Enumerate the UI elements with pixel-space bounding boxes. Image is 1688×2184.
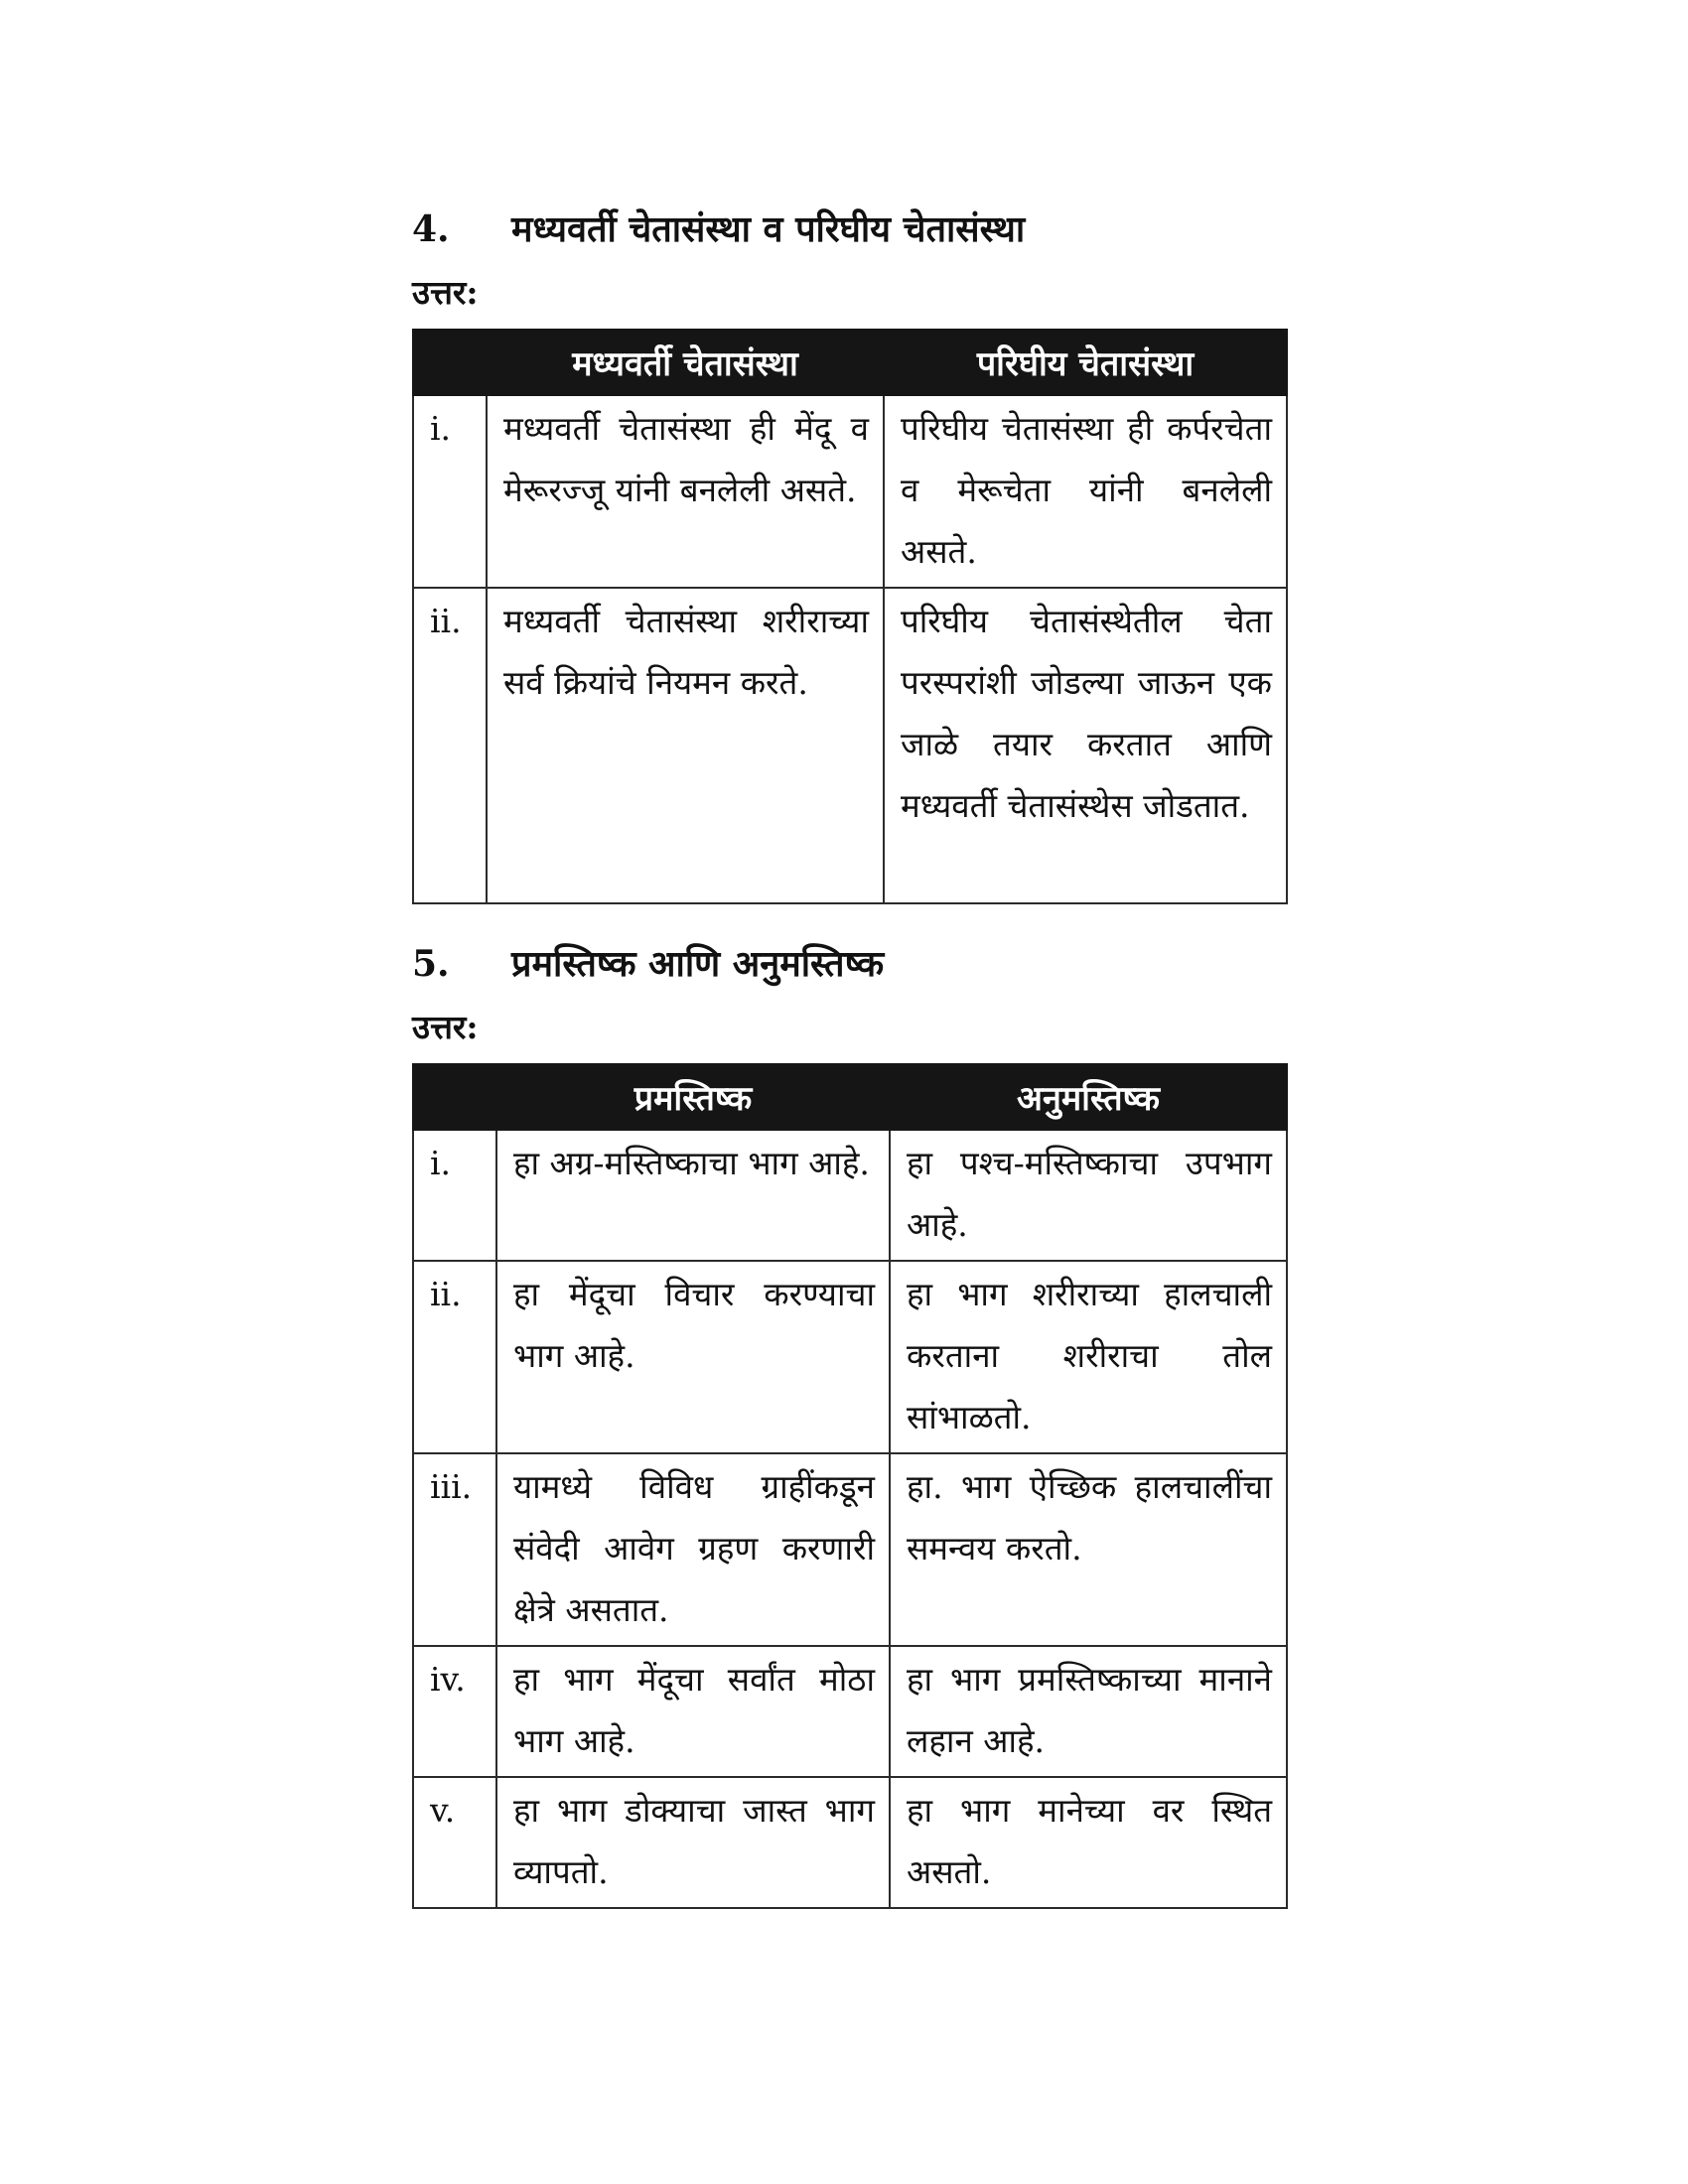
table-row — [413, 588, 1287, 903]
question-4-section — [412, 204, 1286, 904]
question-5-number: 5. — [412, 943, 450, 985]
table-header-cerebrum: प्रमस्तिष्क — [496, 1064, 890, 1130]
cerebrum-cell: हा भाग मेंदूचा सर्वांत मोठा भाग आहे. — [496, 1646, 890, 1777]
cerebrum-cell: हा भाग डोक्याचा जास्त भाग व्यापतो. — [496, 1777, 890, 1908]
question-4-title: मध्यवर्ती चेतासंस्था व परिघीय चेतासंस्था — [511, 208, 1026, 250]
answer-label: उत्तर: — [412, 1008, 479, 1046]
cerebrum-cell: यामध्ये विविध ग्राहींकडून संवेदी आवेग ग्रहण करणारी क्षेत्रे असतात. — [496, 1453, 890, 1646]
table-header-central: मध्यवर्ती चेतासंस्था — [487, 330, 884, 395]
row-index: i. — [413, 1130, 496, 1261]
answer-label: उत्तर: — [412, 273, 479, 312]
cerebrum-cell: हा मेंदूचा विचार करण्याचा भाग आहे. — [496, 1261, 890, 1453]
question-5-heading — [412, 938, 1286, 998]
row-index: i. — [413, 395, 487, 588]
peripheral-cell: परिघीय चेतासंस्था ही कर्परचेता व मेरूचेता यांनी बनलेली असते. — [884, 395, 1287, 588]
row-index: ii. — [413, 1261, 496, 1453]
row-index: ii. — [413, 588, 487, 903]
table-row — [413, 1777, 1287, 1908]
central-cell: मध्यवर्ती चेतासंस्था शरीराच्या सर्व क्रियांचे नियमन करते. — [487, 588, 884, 903]
table-row — [413, 1646, 1287, 1777]
table-header-peripheral: परिघीय चेतासंस्था — [884, 330, 1287, 395]
cerebellum-cell: हा भाग प्रमस्तिष्काच्या मानाने लहान आहे. — [890, 1646, 1287, 1777]
question-4-heading — [412, 204, 1286, 263]
table-row — [413, 1130, 1287, 1261]
row-index: iii. — [413, 1453, 496, 1646]
table-header-row — [413, 330, 1287, 395]
cerebrum-cell: हा अग्र-मस्तिष्काचा भाग आहे. — [496, 1130, 890, 1261]
table-header-blank — [413, 1064, 496, 1130]
cerebellum-cell: हा. भाग ऐच्छिक हालचालींचा समन्वय करतो. — [890, 1453, 1287, 1646]
table-header-cerebellum: अनुमस्तिष्क — [890, 1064, 1287, 1130]
central-cell: मध्यवर्ती चेतासंस्था ही मेंदू व मेरूरज्जू यांनी बनलेली असते. — [487, 395, 884, 588]
row-index: iv. — [413, 1646, 496, 1777]
question-5-section — [412, 938, 1286, 1909]
cerebellum-cell: हा पश्च-मस्तिष्काचा उपभाग आहे. — [890, 1130, 1287, 1261]
cerebellum-cell: हा भाग मानेच्या वर स्थित असतो. — [890, 1777, 1287, 1908]
question-5-title: प्रमस्तिष्क आणि अनुमस्तिष्क — [511, 943, 885, 985]
row-index: v. — [413, 1777, 496, 1908]
table-header-blank — [413, 330, 487, 395]
comparison-table-nervous-system — [412, 329, 1288, 904]
comparison-table-cerebrum-cerebellum — [412, 1063, 1288, 1909]
question-4-number: 4. — [412, 208, 450, 250]
cerebellum-cell: हा भाग शरीराच्या हालचाली करताना शरीराचा तोल सांभाळतो. — [890, 1261, 1287, 1453]
table-row — [413, 395, 1287, 588]
peripheral-cell: परिघीय चेतासंस्थेतील चेता परस्परांशी जोडल्या जाऊन एक जाळे तयार करतात आणि मध्यवर्ती चेतासंस्थेस जोडतात. — [884, 588, 1287, 903]
table-row — [413, 1261, 1287, 1453]
table-header-row — [413, 1064, 1287, 1130]
table-row — [413, 1453, 1287, 1646]
